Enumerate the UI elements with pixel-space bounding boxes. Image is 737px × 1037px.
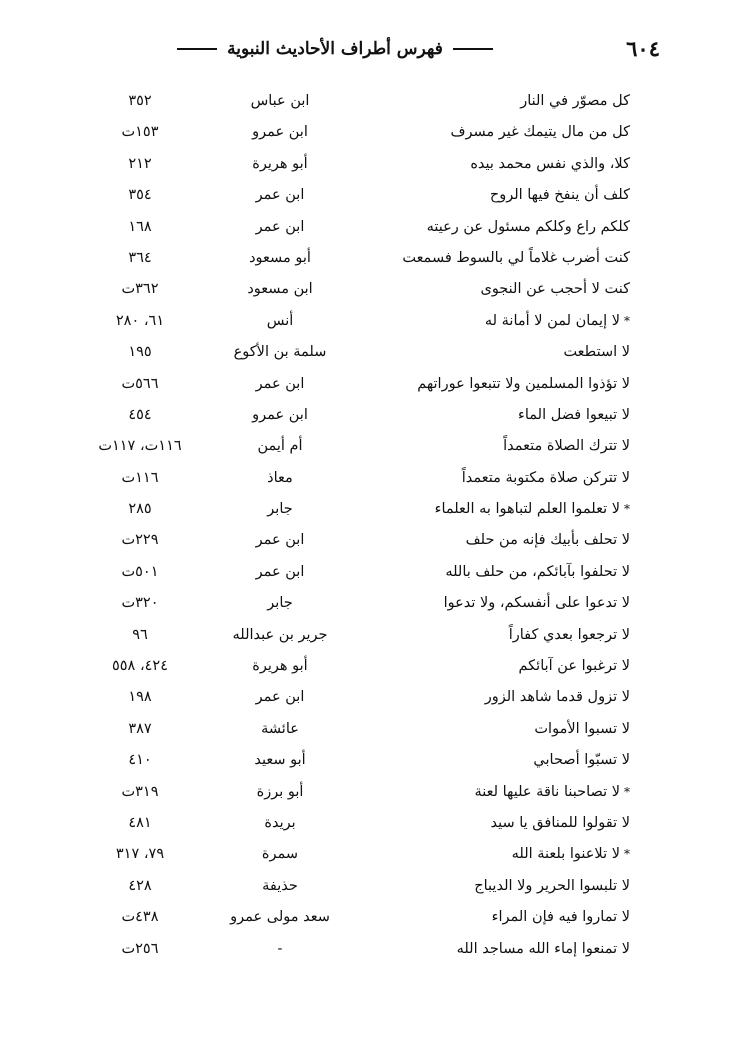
hadith-opening	[390, 620, 630, 651]
index-entry	[95, 431, 630, 462]
index-entry	[95, 777, 630, 808]
hadith-text: لا تسبّوا أصحابي	[533, 752, 630, 769]
hadith-text: كنت أضرب غلاماً لي بالسوط فسمعت	[402, 249, 630, 266]
hadith-opening	[390, 180, 630, 211]
hadith-text: كل من مال يتيمك غير مسرف	[450, 124, 630, 141]
narrator-name: ابن عمر	[255, 532, 305, 549]
index-entry	[95, 588, 630, 619]
hadith-number: ٤٥٤	[128, 406, 152, 423]
index-entry	[95, 714, 630, 745]
hadith-text: لا إيمان لمن لا أمانة له	[484, 312, 620, 329]
index-entry	[95, 620, 630, 651]
hadith-index-list	[95, 86, 630, 965]
hadith-text: لا استطعت	[563, 344, 630, 361]
narrator-name: ابن مسعود	[247, 281, 313, 298]
hadith-number: ٢٨٥	[128, 501, 152, 518]
hadith-text: كنت لا أحجب عن النجوى	[480, 281, 630, 298]
narrator-name: حذيفة	[262, 877, 298, 894]
index-entry	[95, 525, 630, 556]
hadith-number: ٣١٩ت	[121, 783, 159, 800]
hadith-text: لا تترك الصلاة متعمداً	[503, 438, 630, 455]
header-rule-left	[177, 48, 217, 50]
hadith-opening	[390, 494, 630, 525]
hadith-opening	[390, 934, 630, 965]
hadith-number: ٣٦٢ت	[121, 281, 159, 298]
hadith-opening	[390, 117, 630, 148]
hadith-number: ٣٨٧	[128, 720, 152, 737]
hadith-text: لا تبيعوا فضل الماء	[518, 406, 630, 423]
hadith-text: لا ترجعوا بعدي كفاراً	[508, 626, 630, 643]
hadith-text: لا تعلموا العلم لتباهوا به العلماء	[434, 501, 620, 518]
index-entry	[95, 871, 630, 902]
index-entry	[95, 651, 630, 682]
hadith-opening	[390, 243, 630, 274]
hadith-number: ٤٢٤، ٥٥٨	[111, 658, 169, 675]
asterisk-marker: *	[624, 784, 630, 799]
narrator-name: ابن عباس	[250, 93, 310, 109]
index-entry	[95, 682, 630, 713]
hadith-opening	[390, 86, 630, 117]
index-entry	[95, 557, 630, 588]
index-entry	[95, 86, 630, 117]
hadith-opening	[390, 463, 630, 494]
hadith-number: ٤٣٨ت	[121, 909, 159, 926]
hadith-number: ٤٢٨	[128, 877, 152, 894]
narrator-name: سلمة بن الأكوع	[233, 344, 327, 361]
index-entry	[95, 494, 630, 525]
index-entry	[95, 117, 630, 148]
asterisk-marker: *	[624, 502, 630, 517]
hadith-text: لا تلاعنوا بلعنة الله	[511, 846, 620, 863]
narrator-name: جابر	[267, 501, 293, 518]
hadith-number: ٢١٢	[128, 155, 152, 172]
hadith-number: ٢٥٦ت	[121, 940, 159, 957]
hadith-text: لا تسبوا الأموات	[534, 720, 630, 737]
hadith-number: ٣٥٤	[128, 187, 152, 204]
hadith-text: لا تؤذوا المسلمين ولا تتبعوا عوراتهم	[417, 375, 630, 392]
index-entry	[95, 808, 630, 839]
hadith-number: ٣٥٢	[128, 93, 152, 109]
index-entry	[95, 180, 630, 211]
narrator-name: أبو هريرة	[252, 155, 308, 172]
narrator-name: ابن عمرو	[252, 124, 308, 141]
hadith-text: كل مصوّر في النار	[520, 93, 630, 109]
narrator-name: أبو سعيد	[254, 752, 306, 769]
narrator-name: أبو مسعود	[249, 249, 311, 266]
narrator-name: معاذ	[267, 469, 293, 486]
narrator-name: بريدة	[264, 814, 296, 831]
index-entry	[95, 243, 630, 274]
narrator-name: أبو برزة	[256, 783, 304, 800]
hadith-opening	[390, 369, 630, 400]
hadith-text: لا تحلف بأبيك فإنه من حلف	[465, 532, 630, 549]
narrator-name: جرير بن عبدالله	[232, 626, 328, 643]
index-entry	[95, 839, 630, 870]
index-entry	[95, 274, 630, 305]
hadith-number: ٥٦٦ت	[121, 375, 159, 392]
hadith-opening	[390, 808, 630, 839]
hadith-text: لا تلبسوا الحرير ولا الديباج	[474, 877, 630, 894]
hadith-opening	[390, 431, 630, 462]
hadith-number: ٧٩، ٣١٧	[115, 846, 165, 863]
hadith-opening	[390, 745, 630, 776]
hadith-text: كلا، والذي نفس محمد بيده	[470, 155, 630, 172]
hadith-text: لا تصاحبنا ناقة عليها لعنة	[474, 783, 620, 800]
narrator-name: ابن عمر	[255, 187, 305, 204]
index-entry	[95, 745, 630, 776]
page-header	[60, 34, 660, 64]
index-entry	[95, 934, 630, 965]
narrator-name: عائشة	[261, 720, 299, 737]
hadith-text: لا تتركن صلاة مكتوبة متعمداً	[461, 469, 630, 486]
narrator-name: ابن عمرو	[252, 406, 308, 423]
index-entry	[95, 902, 630, 933]
hadith-number: ٩٦	[132, 626, 148, 643]
running-title: فهرس أطراف الأحاديث النبوية	[227, 39, 443, 59]
hadith-opening	[390, 871, 630, 902]
asterisk-marker: *	[624, 847, 630, 862]
hadith-text: لا تحلفوا بآبائكم، من حلف بالله	[445, 563, 630, 580]
narrator-name: جابر	[267, 595, 293, 612]
hadith-text: لا تدعوا على أنفسكم، ولا تدعوا	[443, 595, 630, 612]
narrator-name: -	[277, 940, 283, 957]
hadith-number: ١١٦ت، ١١٧ت	[98, 438, 182, 455]
hadith-number: ١٦٨	[128, 218, 152, 235]
hadith-text: لا ترغبوا عن آبائكم	[518, 658, 630, 675]
narrator-name: ابن عمر	[255, 689, 305, 706]
hadith-opening	[390, 588, 630, 619]
index-entry	[95, 149, 630, 180]
hadith-opening	[390, 777, 630, 808]
hadith-number: ٣٢٠ت	[121, 595, 159, 612]
hadith-opening	[390, 839, 630, 870]
index-entry	[95, 400, 630, 431]
narrator-name: أم أيمن	[257, 438, 303, 455]
hadith-number: ٦١، ٢٨٠	[115, 312, 165, 329]
hadith-opening	[390, 682, 630, 713]
index-entry	[95, 212, 630, 243]
hadith-text: كلف أن ينفخ فيها الروح	[489, 187, 630, 204]
hadith-number: ١١٦ت	[121, 469, 159, 486]
hadith-opening	[390, 400, 630, 431]
narrator-name: أبو هريرة	[252, 658, 308, 675]
header-rule-right	[453, 48, 493, 50]
index-entry	[95, 306, 630, 337]
narrator-name: ابن عمر	[255, 218, 305, 235]
hadith-text: لا تمنعوا إماء الله مساجد الله	[456, 940, 630, 957]
narrator-name: سمرة	[261, 846, 299, 863]
hadith-text: لا تقولوا للمنافق يا سيد	[490, 814, 630, 831]
index-entry	[95, 463, 630, 494]
header-title-group	[60, 34, 610, 64]
hadith-text: لا تزول قدما شاهد الزور	[484, 689, 630, 706]
hadith-number: ٢٢٩ت	[121, 532, 159, 549]
index-entry	[95, 369, 630, 400]
hadith-opening	[390, 714, 630, 745]
hadith-opening	[390, 525, 630, 556]
hadith-number: ١٩٨	[128, 689, 152, 706]
hadith-number: ٣٦٤	[128, 249, 152, 266]
index-entry	[95, 337, 630, 368]
hadith-text: كلكم راع وكلكم مسئول عن رعيته	[426, 218, 630, 235]
hadith-opening	[390, 306, 630, 337]
hadith-number: ١٩٥	[128, 344, 152, 361]
narrator-name: أنس	[266, 312, 294, 329]
narrator-name: سعد مولى عمرو	[230, 909, 330, 926]
hadith-opening	[390, 902, 630, 933]
hadith-text: لا تماروا فيه فإن المراء	[491, 909, 630, 926]
hadith-number: ١٥٣ت	[121, 124, 159, 141]
hadith-number: ٤٨١	[128, 814, 152, 831]
hadith-number: ٤١٠	[128, 752, 152, 769]
hadith-opening	[390, 337, 630, 368]
hadith-opening	[390, 557, 630, 588]
hadith-opening	[390, 212, 630, 243]
hadith-number: ٥٠١ت	[121, 563, 159, 580]
narrator-name: ابن عمر	[255, 563, 305, 580]
page-number: ٦٠٤	[626, 36, 660, 61]
hadith-opening	[390, 149, 630, 180]
hadith-opening	[390, 274, 630, 305]
asterisk-marker: *	[624, 313, 630, 328]
narrator-name: ابن عمر	[255, 375, 305, 392]
hadith-opening	[390, 651, 630, 682]
